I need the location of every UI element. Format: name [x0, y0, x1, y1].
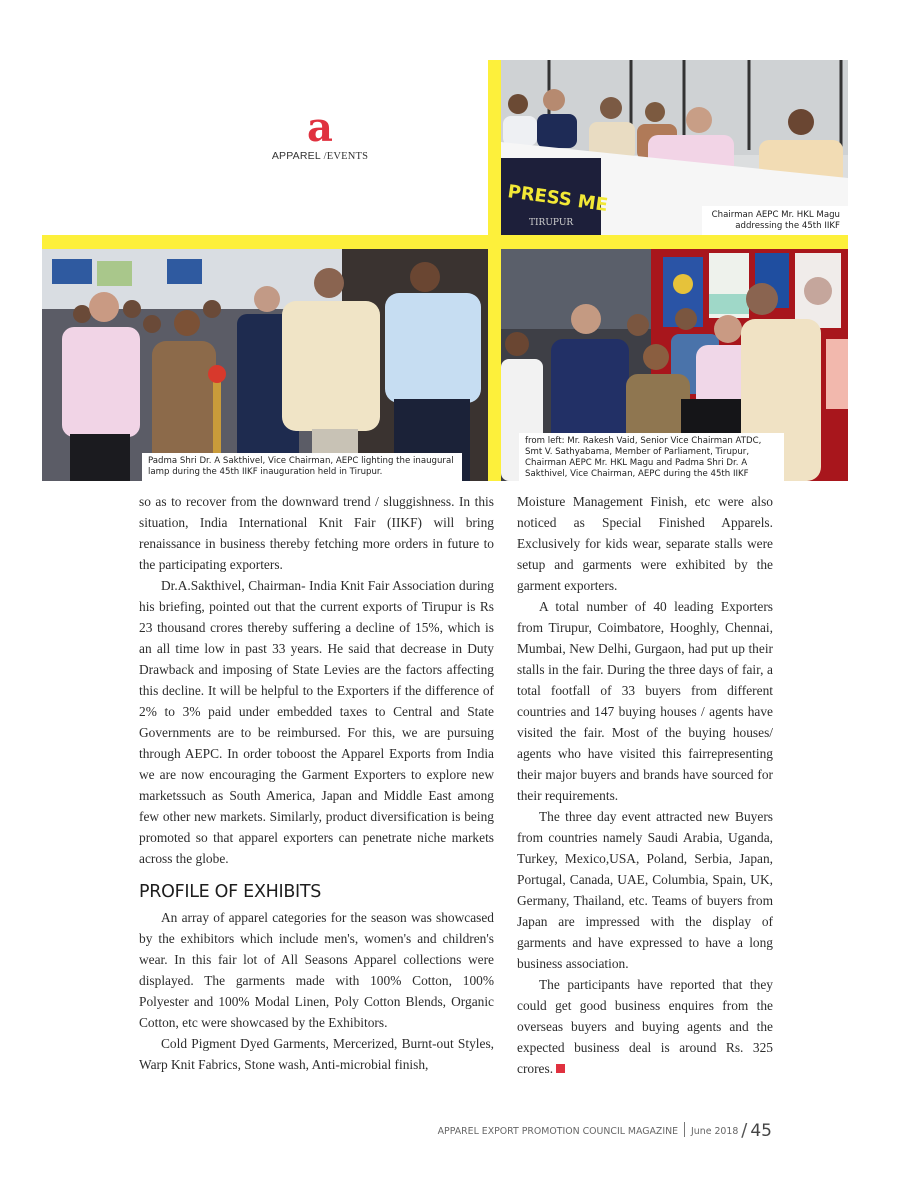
- caption-line: from left: Mr. Rakesh Vaid, Senior Vice Chairman ATDC,: [525, 436, 762, 446]
- logo-letter-icon: a: [307, 104, 333, 151]
- section-label-part1: APPAREL: [271, 150, 324, 162]
- caption-line: lamp during the 45th IIKF inauguration held in Tirupur.: [148, 467, 383, 477]
- caption-line: Padma Shri Dr. A Sakthivel, Vice Chairman, AEPC lighting the inaugural: [148, 456, 454, 466]
- caption-line: Sakthivel, Vice Chairman, AEPC during the 45th IIKF: [525, 469, 749, 479]
- caption-stall-visit: [519, 433, 784, 481]
- footer-divider: [684, 1122, 685, 1137]
- paragraph-final: [517, 974, 773, 1079]
- section-label: [270, 150, 370, 162]
- paragraph: Moisture Management Finish, etc were also noticed as Special Finished Apparels. Exclusively for kids wear, separate stalls were setup and garments were exhibited by the garment exporters.: [517, 494, 773, 593]
- paragraph: Cold Pigment Dyed Garments, Mercerized, Burnt-out Styles, Warp Knit Fabrics, Stone wash, Anti-microbial finish,: [139, 1036, 494, 1072]
- paragraph: Dr.A.Sakthivel, Chairman- India Knit Fair Association during his briefing, pointed out that the current exports of Tirupur is Rs 23 thousand crores thereby suffering a decline of 15%, which is an all time low in past 33 years. He said that decrease in Duty Drawback and imposing of State Levies are the factors affecting this decline. It will be helpful to the Exporters if the difference of 2% to 3% paid under embedded taxes to Central and State Governments are to be reimbursed. For this, we are pursuing through AEPC. In order toboost the Apparel Exports from India we are now encouraging the Garment Exporters to explore new marketssuch as South America, Japan and Middle East among few other new markets. Similarly, product diversification is being promoted so that apparel exporters can penetrate niche markets across the globe.: [139, 578, 494, 866]
- article-left-column: [139, 491, 494, 1075]
- photo-press-meet: [501, 60, 848, 235]
- svg-text:PRESS ME: PRESS ME: [506, 181, 610, 217]
- yellow-frame-vertical-top: [488, 60, 501, 250]
- article-right-column: [517, 491, 773, 1079]
- yellow-frame-vertical-bottom: [488, 249, 501, 481]
- paragraph: so as to recover from the downward trend / sluggishness. In this situation, India International Knit Fair (IIKF) will bring renaissance in business thereby fetching more orders in future to the participating exporters.: [139, 494, 494, 572]
- photo-lamp-lighting: [42, 249, 488, 481]
- end-of-article-icon: [556, 1064, 565, 1073]
- section-heading: PROFILE OF EXHIBITS: [139, 882, 322, 902]
- caption-line: Chairman AEPC Mr. HKL Magu: [711, 210, 840, 220]
- magazine-logo: [270, 104, 370, 162]
- page-footer: [300, 1120, 772, 1141]
- publication-name: APPAREL EXPORT PROMOTION COUNCIL MAGAZINE: [437, 1126, 679, 1137]
- issue-date: June 2018: [691, 1126, 739, 1137]
- caption-press-meet: [702, 206, 848, 235]
- lamp-lighting-image: [42, 249, 488, 481]
- yellow-frame-horizontal: [42, 235, 848, 249]
- page-number: 45: [750, 1121, 772, 1141]
- caption-line: Chairman AEPC Mr. HKL Magu and Padma Shri Dr. A: [525, 458, 748, 468]
- paragraph: A total number of 40 leading Exporters from Tirupur, Coimbatore, Hooghly, Chennai, Mumbai, New Delhi, Gurgaon, had put up their stalls in the fair. During the three days of fair, a total footfall of 33 buyers from different countries and 147 buying houses / agents have visited the fair. Most of the buying houses/ agents who have visited this fairrepresenting their major buyers and brands have sourced for their requirements.: [517, 599, 773, 803]
- caption-line: addressing the 45th IIKF: [735, 221, 840, 231]
- paragraph: An array of apparel categories for the season was showcased by the exhibitors which include men's, women's and children's wear. In this fair lot of All Seasons Apparel collections were displayed. The garments made with 100% Cotton, 100% Polyester and 100% Modal Linen, Poly Cotton Blends, Organic Cotton, etc were showcased by the Exhibitors.: [139, 910, 494, 1030]
- caption-line: Smt V. Sathyabama, Member of Parliament, Tirupur,: [525, 447, 750, 457]
- paragraph-final-text: The participants have reported that they could get good business enquires from the overseas buyers and buying agents and the expected business deal is around Rs. 325 crores.: [517, 977, 773, 1076]
- caption-lamp-lighting: [142, 453, 462, 481]
- svg-text:TIRUPUR: TIRUPUR: [529, 218, 574, 228]
- photo-stall-visit: [501, 249, 848, 481]
- paragraph: The three day event attracted new Buyers from countries namely Saudi Arabia, Uganda, Turkey, Mexico,USA, Poland, Serbia, Japan, Portugal, Canada, UAE, Columbia, Spain, UK, Germany, Thailand, etc. Teams of buyers from Japan are impressed with the display of garments and have expressed to have a long business association.: [517, 809, 773, 971]
- section-label-part2: /EVENTS: [323, 151, 369, 162]
- footer-slash: /: [741, 1120, 748, 1141]
